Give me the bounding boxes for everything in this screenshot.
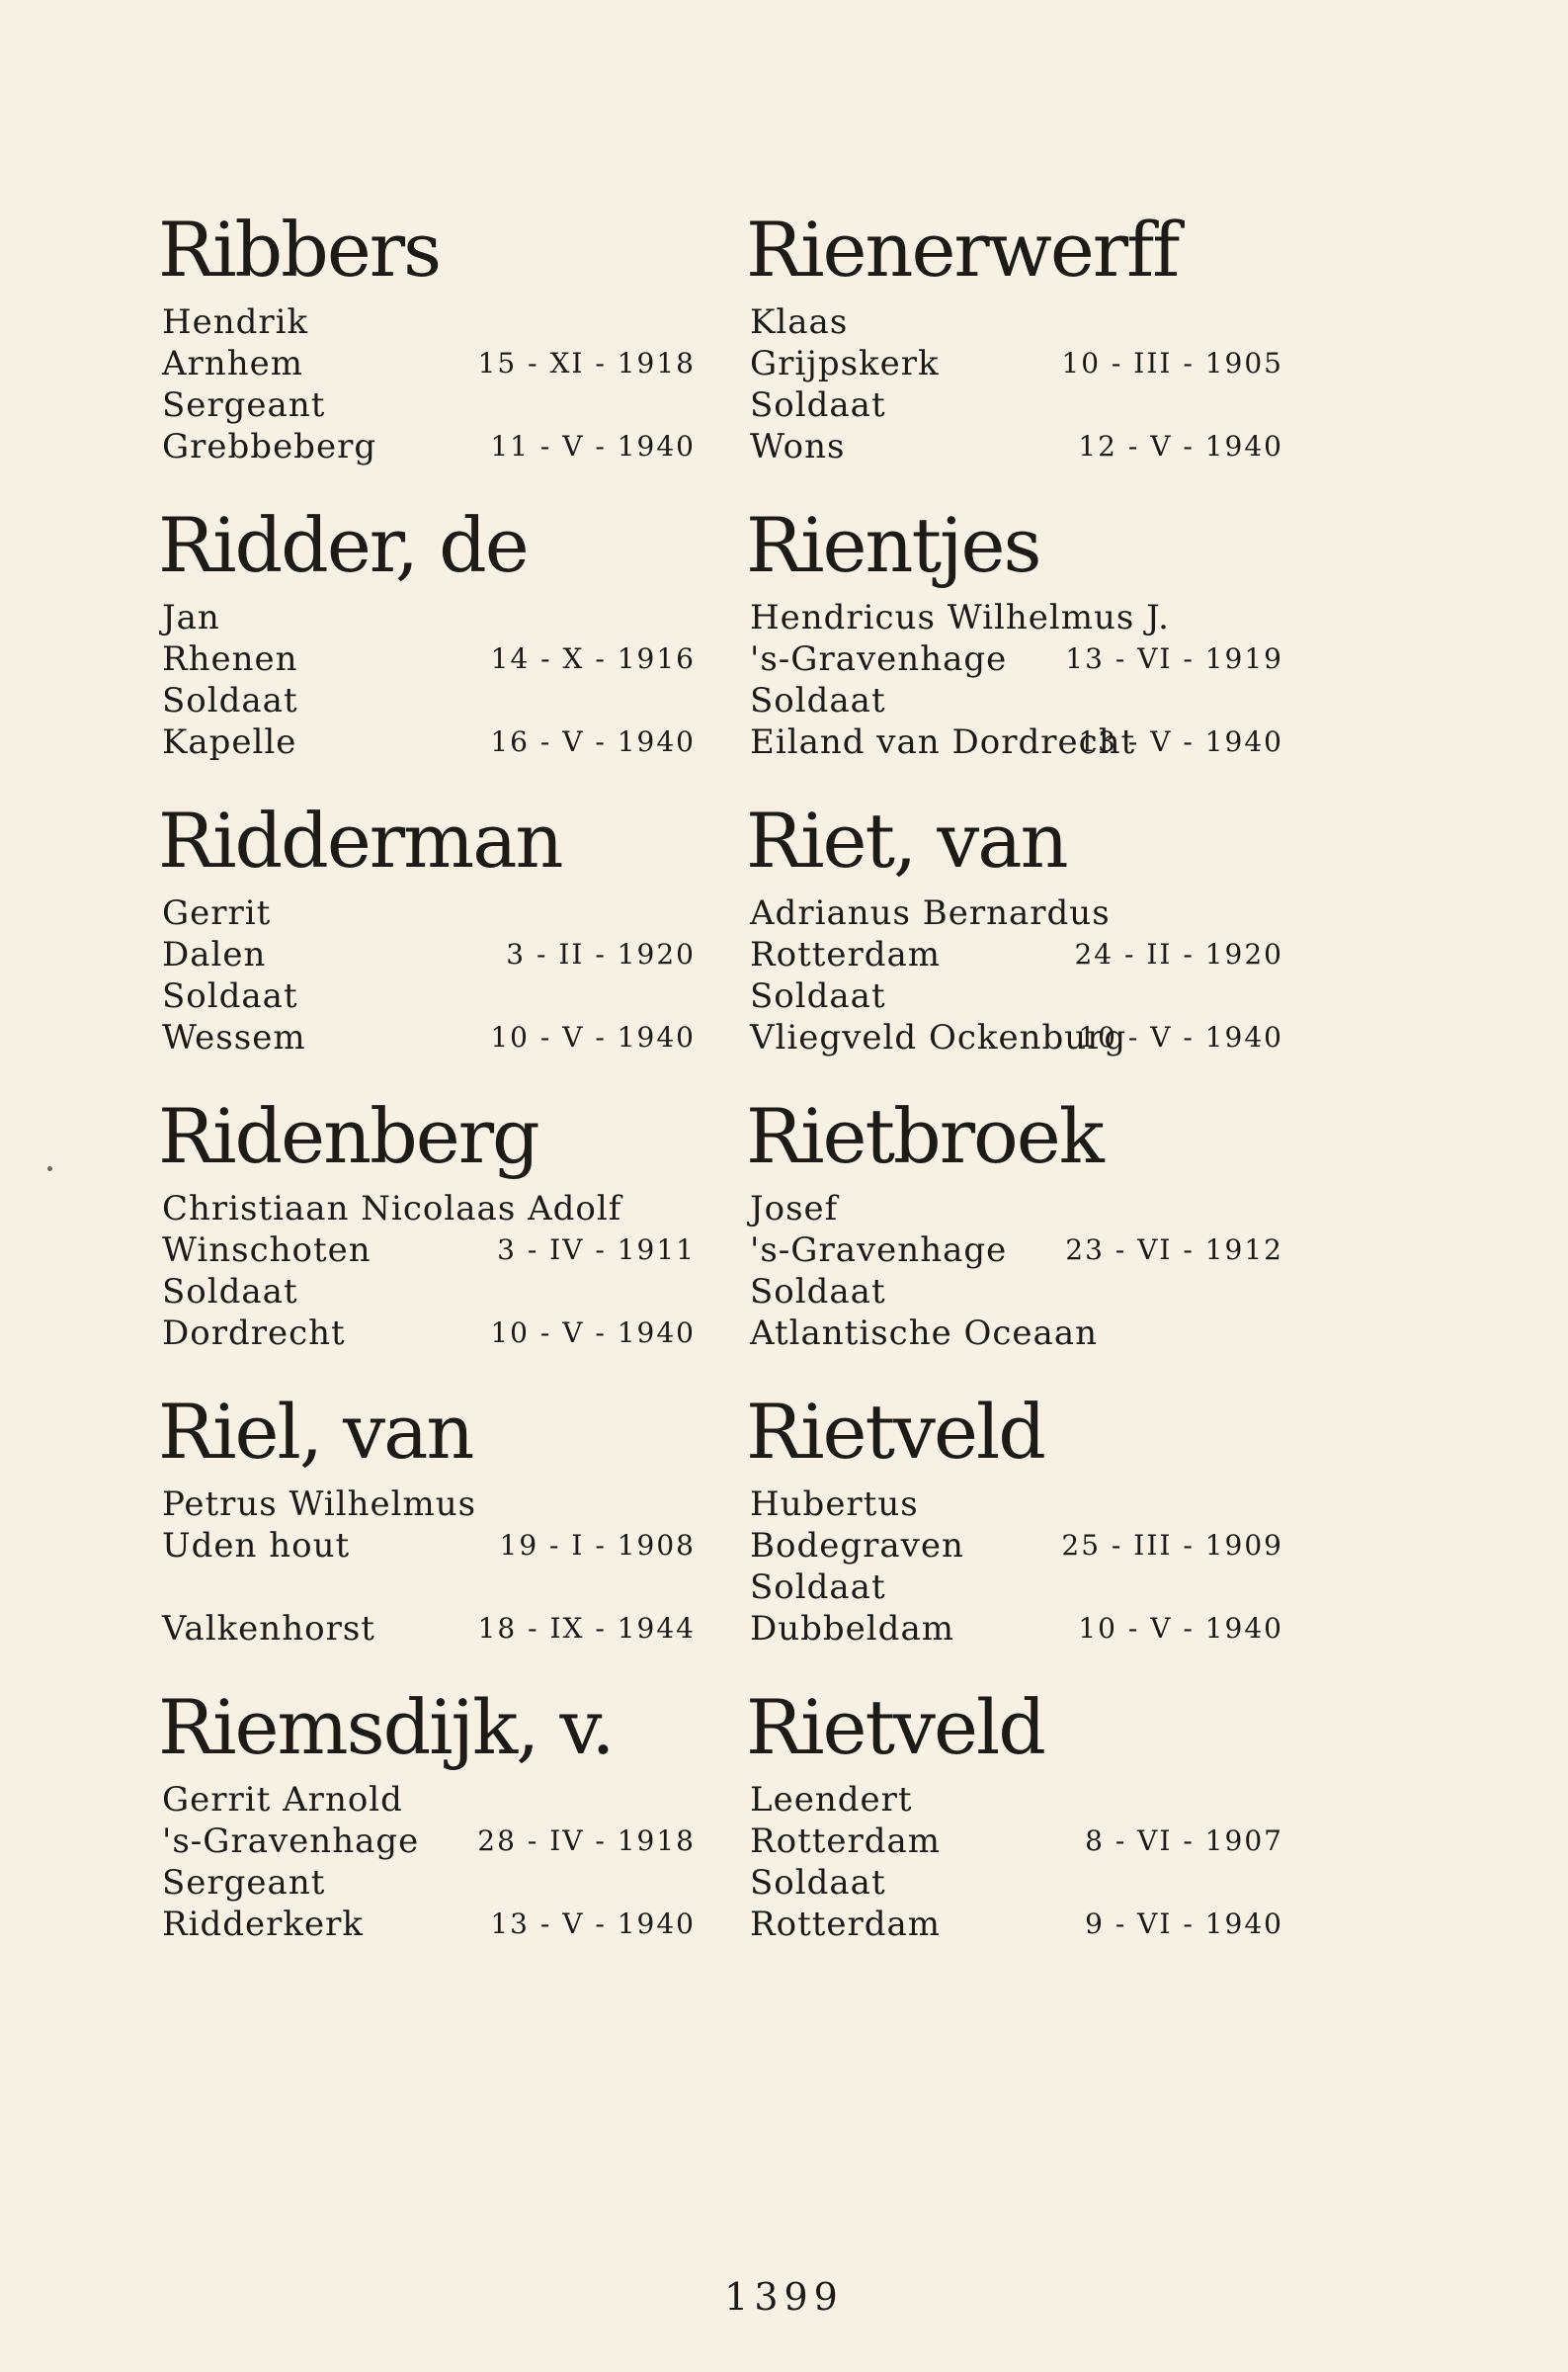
death-place: Dubbeldam [750, 1609, 954, 1649]
given-names-line [750, 892, 1283, 934]
rank-line [750, 1862, 1283, 1904]
entry [746, 1089, 1319, 1385]
given-names: Hendrik [162, 302, 309, 342]
birth-date: 13 - VI - 1919 [1065, 642, 1283, 675]
given-names-line [750, 1779, 1283, 1821]
birth-date: 10 - III - 1905 [1061, 347, 1283, 380]
death-place: Atlantische Oceaan [750, 1313, 1098, 1353]
death-line [162, 1904, 696, 1945]
death-line [750, 1313, 1283, 1354]
death-place: Rotterdam [750, 1905, 942, 1944]
death-line [750, 721, 1283, 763]
entry [746, 203, 1319, 498]
entry [158, 1680, 731, 1976]
given-names: Gerrit Arnold [162, 1780, 403, 1820]
death-place: Eiland van Dordrecht [750, 722, 1136, 762]
given-names: Josef [750, 1189, 839, 1228]
birth-place: Dalen [162, 935, 267, 974]
rank: Soldaat [750, 1567, 886, 1607]
birth-place: 's-Gravenhage [750, 639, 1008, 679]
entry [158, 794, 731, 1089]
given-names: Jan [162, 598, 220, 637]
given-names-line [162, 1188, 696, 1229]
surname: Rienerwerff [746, 206, 1179, 294]
surname: Ridder, de [158, 501, 528, 589]
paper-speck [47, 1166, 52, 1171]
birth-line [162, 1229, 696, 1271]
given-names: Hubertus [750, 1484, 919, 1524]
left-column [158, 203, 731, 1976]
death-place: Ridderkerk [162, 1905, 364, 1944]
birth-line [162, 1821, 696, 1862]
right-column [746, 203, 1319, 1976]
entry [746, 1385, 1319, 1680]
rank: Soldaat [750, 1863, 886, 1903]
given-names-line [750, 301, 1283, 343]
rank-line [750, 1271, 1283, 1313]
death-date: 10 - V - 1940 [490, 1316, 696, 1349]
birth-line [162, 638, 696, 680]
page-number: 1399 [724, 2275, 844, 2319]
surname: Ridenberg [158, 1092, 538, 1180]
rank: Soldaat [162, 976, 298, 1016]
death-date: 13 - V - 1940 [490, 1907, 696, 1940]
rank-line [162, 1862, 696, 1904]
rank-line [162, 1271, 696, 1313]
birth-place: Rotterdam [750, 1821, 942, 1861]
rank-line [750, 1567, 1283, 1608]
birth-place: Grijpskerk [750, 344, 940, 383]
entry [158, 203, 731, 498]
birth-date: 14 - X - 1916 [490, 642, 696, 675]
birth-date: 24 - II - 1920 [1074, 938, 1283, 971]
given-names-line [750, 1483, 1283, 1525]
given-names: Leendert [750, 1780, 913, 1820]
death-date: 16 - V - 1940 [490, 725, 696, 758]
surname: Rietveld [746, 1683, 1044, 1771]
given-names: Klaas [750, 302, 849, 342]
given-names-line [162, 301, 696, 343]
rank: Soldaat [162, 681, 298, 720]
given-names: Adrianus Bernardus [750, 893, 1111, 933]
birth-line [750, 1229, 1283, 1271]
birth-line [162, 343, 696, 384]
given-names-line [750, 597, 1283, 638]
death-date: 18 - IX - 1944 [477, 1612, 696, 1645]
entry [158, 498, 731, 794]
death-date: 9 - VI - 1940 [1085, 1907, 1283, 1940]
birth-place: Winschoten [162, 1230, 371, 1270]
death-line [162, 426, 696, 467]
birth-place: Bodegraven [750, 1526, 964, 1566]
surname: Rietveld [746, 1388, 1044, 1476]
birth-place: Rhenen [162, 639, 298, 679]
death-line [750, 1017, 1283, 1059]
surname: Ribbers [158, 206, 441, 294]
death-line [750, 426, 1283, 467]
death-date: 10 - V - 1940 [1078, 1612, 1283, 1645]
surname: Ridderman [158, 797, 562, 885]
rank: Soldaat [162, 1272, 298, 1312]
rank-line [750, 975, 1283, 1017]
birth-line [750, 638, 1283, 680]
death-place: Kapelle [162, 722, 297, 762]
entry [746, 1680, 1319, 1976]
rank: Sergeant [162, 1863, 326, 1903]
given-names: Gerrit [162, 893, 272, 933]
death-line [162, 1313, 696, 1354]
death-date: 10 - V - 1940 [490, 1021, 696, 1054]
given-names-line [162, 1779, 696, 1821]
surname: Riel, van [158, 1388, 473, 1476]
birth-date: 3 - II - 1920 [506, 938, 696, 971]
birth-place: Arnhem [162, 344, 303, 383]
birth-place: Uden hout [162, 1526, 351, 1566]
given-names-line [750, 1188, 1283, 1229]
death-line [750, 1904, 1283, 1945]
surname: Riet, van [746, 797, 1067, 885]
death-place: Wons [750, 427, 846, 466]
given-names: Christiaan Nicolaas Adolf [162, 1189, 622, 1228]
death-date: 12 - V - 1940 [1078, 430, 1283, 463]
rank-line [162, 680, 696, 721]
death-place: Wessem [162, 1018, 306, 1058]
birth-line [750, 934, 1283, 975]
birth-date: 19 - I - 1908 [499, 1529, 696, 1562]
given-names-line [162, 1483, 696, 1525]
birth-date: 15 - XI - 1918 [477, 347, 696, 380]
rank-line [162, 384, 696, 426]
birth-line [750, 1821, 1283, 1862]
death-place: Grebbeberg [162, 427, 377, 466]
birth-line [750, 1525, 1283, 1567]
birth-date: 8 - VI - 1907 [1085, 1824, 1283, 1857]
birth-line [162, 1525, 696, 1567]
entry [746, 498, 1319, 794]
rank-line [162, 1567, 696, 1608]
death-place: Dordrecht [162, 1313, 346, 1353]
death-line [162, 1608, 696, 1650]
birth-place: 's-Gravenhage [750, 1230, 1008, 1270]
rank-line [750, 680, 1283, 721]
death-line [162, 721, 696, 763]
surname: Rientjes [746, 501, 1040, 589]
entry [158, 1089, 731, 1385]
rank: Soldaat [750, 681, 886, 720]
death-place: Valkenhorst [162, 1609, 375, 1649]
rank: Sergeant [162, 385, 326, 425]
entry [746, 794, 1319, 1089]
rank: Soldaat [750, 385, 886, 425]
rank-line [750, 384, 1283, 426]
death-date: 13 - V - 1940 [1078, 725, 1283, 758]
entry [158, 1385, 731, 1680]
given-names: Hendricus Wilhelmus J. [750, 598, 1170, 637]
birth-date: 23 - VI - 1912 [1065, 1233, 1283, 1266]
death-date: 11 - V - 1940 [490, 430, 696, 463]
rank: Soldaat [750, 1272, 886, 1312]
birth-date: 25 - III - 1909 [1061, 1529, 1283, 1562]
death-line [750, 1608, 1283, 1650]
birth-place: 's-Gravenhage [162, 1821, 420, 1861]
given-names-line [162, 892, 696, 934]
rank-line [162, 975, 696, 1017]
surname: Riemsdijk, v. [158, 1683, 614, 1771]
surname: Rietbroek [746, 1092, 1103, 1180]
birth-date: 3 - IV - 1911 [497, 1233, 696, 1266]
death-place: Vliegveld Ockenburg [750, 1018, 1127, 1058]
death-line [162, 1017, 696, 1059]
birth-line [162, 934, 696, 975]
death-date: 10 - V - 1940 [1078, 1021, 1283, 1054]
birth-date: 28 - IV - 1918 [477, 1824, 696, 1857]
rank: Soldaat [750, 976, 886, 1016]
birth-line [750, 343, 1283, 384]
given-names: Petrus Wilhelmus [162, 1484, 477, 1524]
birth-place: Rotterdam [750, 935, 942, 974]
given-names-line [162, 597, 696, 638]
